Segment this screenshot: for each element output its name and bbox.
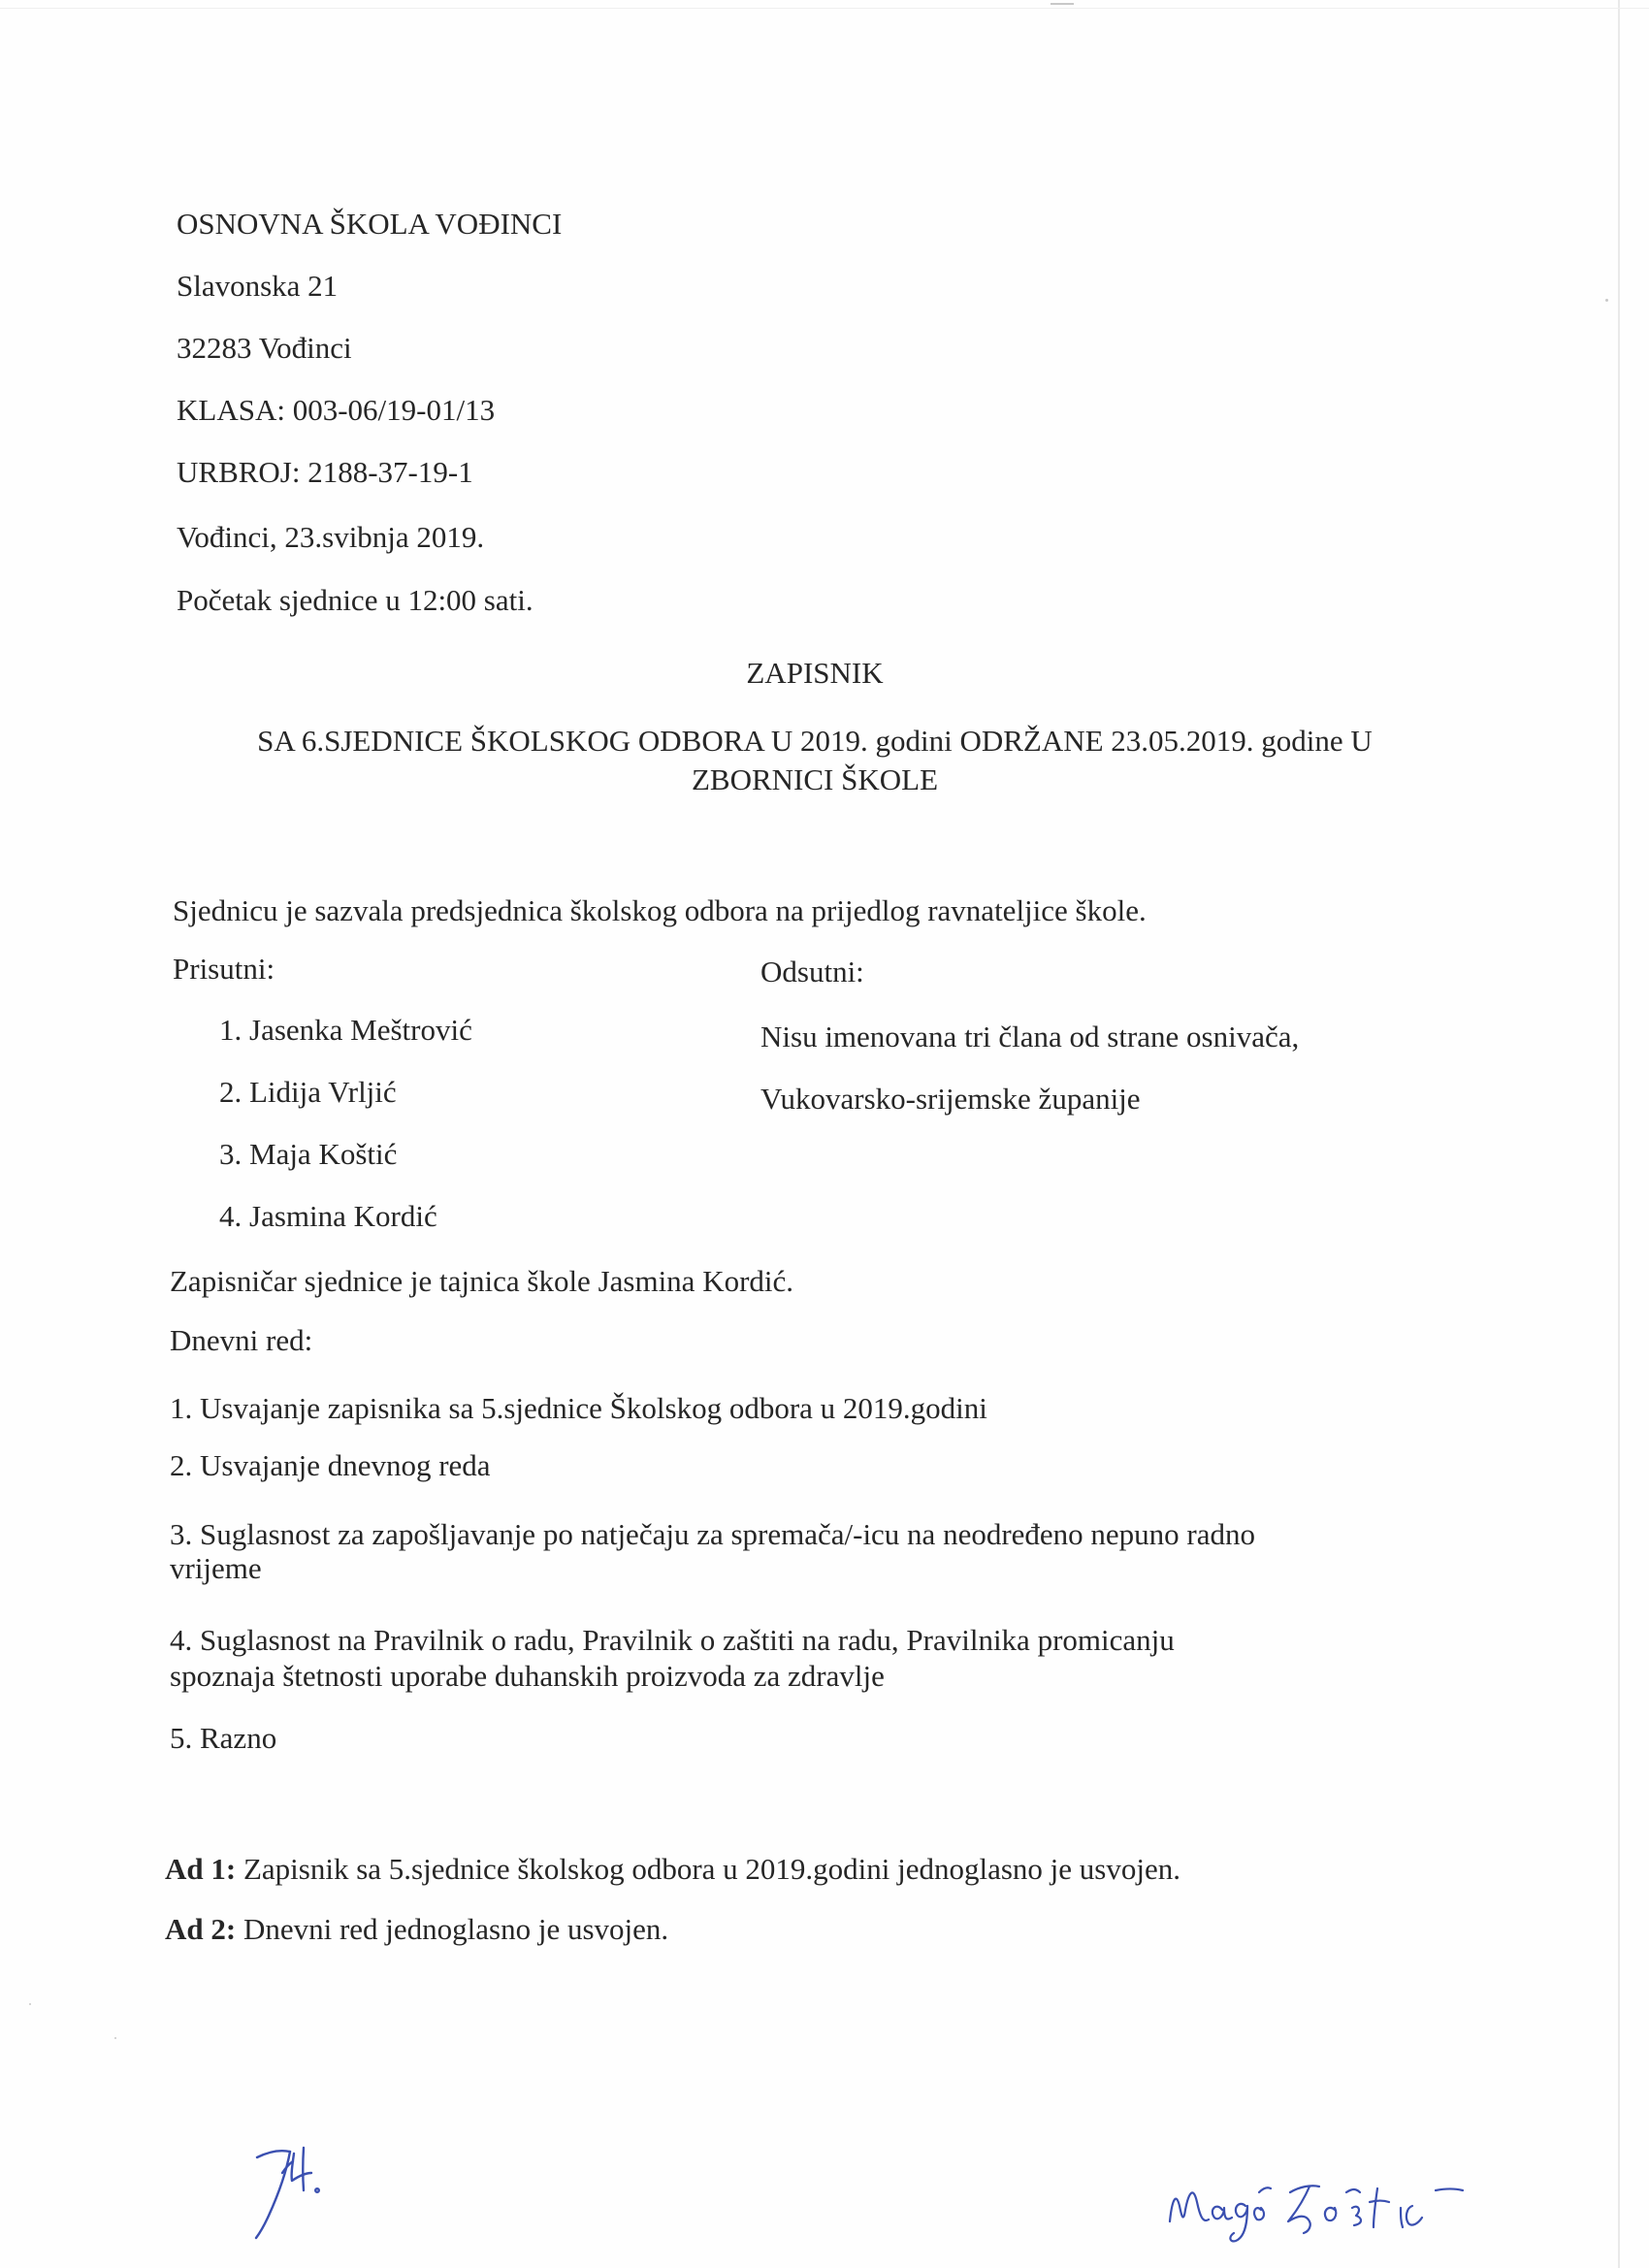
agenda-item-cont: vrijeme bbox=[170, 1551, 262, 1585]
absent-label: Odsutni: bbox=[760, 955, 864, 988]
agenda-item: 2. Usvajanje dnevnog reda bbox=[170, 1448, 491, 1482]
intro-text: Sjednicu je sazvala predsjednica školskog odbora na prijedlog ravnateljice škole. bbox=[173, 893, 1147, 927]
place-date: Vođinci, 23.svibnja 2019. bbox=[177, 520, 485, 554]
present-member: 1. Jasenka Meštrović bbox=[219, 1013, 472, 1047]
handwritten-signature bbox=[1164, 2163, 1484, 2251]
urbroj: URBROJ: 2188-37-19-1 bbox=[177, 455, 473, 489]
scan-speck bbox=[1051, 3, 1074, 5]
absent-line: Nisu imenovana tri člana od strane osnivača, bbox=[760, 1020, 1300, 1053]
session-start: Početak sjednice u 12:00 sati. bbox=[177, 583, 534, 617]
klasa: KLASA: 003-06/19-01/13 bbox=[177, 393, 496, 427]
document-subtitle-line1: SA 6.SJEDNICE ŠKOLSKOG ODBORA U 2019. godini ODRŽANE 23.05.2019. godine U bbox=[257, 724, 1373, 758]
resolution-ad1-label: Ad 1: bbox=[165, 1852, 237, 1886]
absent-line: Vukovarsko-srijemske županije bbox=[760, 1082, 1141, 1116]
present-label: Prisutni: bbox=[173, 952, 275, 986]
document-subtitle-line2: ZBORNICI ŠKOLE bbox=[691, 762, 939, 796]
resolution-ad2-label: Ad 2: bbox=[165, 1912, 237, 1946]
present-member: 2. Lidija Vrljić bbox=[219, 1075, 397, 1109]
present-member: 3. Maja Koštić bbox=[219, 1137, 398, 1171]
agenda-item: 4. Suglasnost na Pravilnik o radu, Pravilnik o zaštiti na radu, Pravilnika promicanju bbox=[170, 1623, 1175, 1657]
school-name: OSNOVNA ŠKOLA VOĐINCI bbox=[177, 207, 563, 241]
resolution-ad2 bbox=[165, 1911, 668, 1948]
resolution-ad1-text: Zapisnik sa 5.sjednice školskog odbora u 2019.godini jednoglasno je usvojen. bbox=[236, 1852, 1180, 1886]
agenda-label: Dnevni red: bbox=[170, 1323, 313, 1357]
school-street: Slavonska 21 bbox=[177, 269, 339, 303]
present-member: 4. Jasmina Kordić bbox=[219, 1199, 437, 1233]
agenda-item: 1. Usvajanje zapisnika sa 5.sjednice Školskog odbora u 2019.godini bbox=[170, 1391, 987, 1425]
document-title: ZAPISNIK bbox=[746, 656, 884, 690]
scan-speck bbox=[114, 2037, 116, 2039]
agenda-item: 5. Razno bbox=[170, 1721, 277, 1755]
scan-speck bbox=[1605, 299, 1608, 302]
recorder-text: Zapisničar sjednice je tajnica škole Jasmina Kordić. bbox=[170, 1264, 794, 1298]
scan-edge bbox=[1618, 0, 1620, 2268]
resolution-ad1 bbox=[165, 1851, 1180, 1888]
agenda-item: 3. Suglasnost za zapošljavanje po natječaju za spremača/-icu na neodređeno nepuno radno bbox=[170, 1517, 1256, 1551]
scan-edge-top bbox=[0, 8, 1649, 9]
resolution-ad2-text: Dnevni red jednoglasno je usvojen. bbox=[236, 1912, 669, 1946]
agenda-item-cont: spoznaja štetnosti uporabe duhanskih proizvoda za zdravlje bbox=[170, 1659, 885, 1693]
school-city: 32283 Vođinci bbox=[177, 331, 352, 365]
initials-signature bbox=[247, 2134, 335, 2251]
scan-speck bbox=[29, 2003, 31, 2005]
